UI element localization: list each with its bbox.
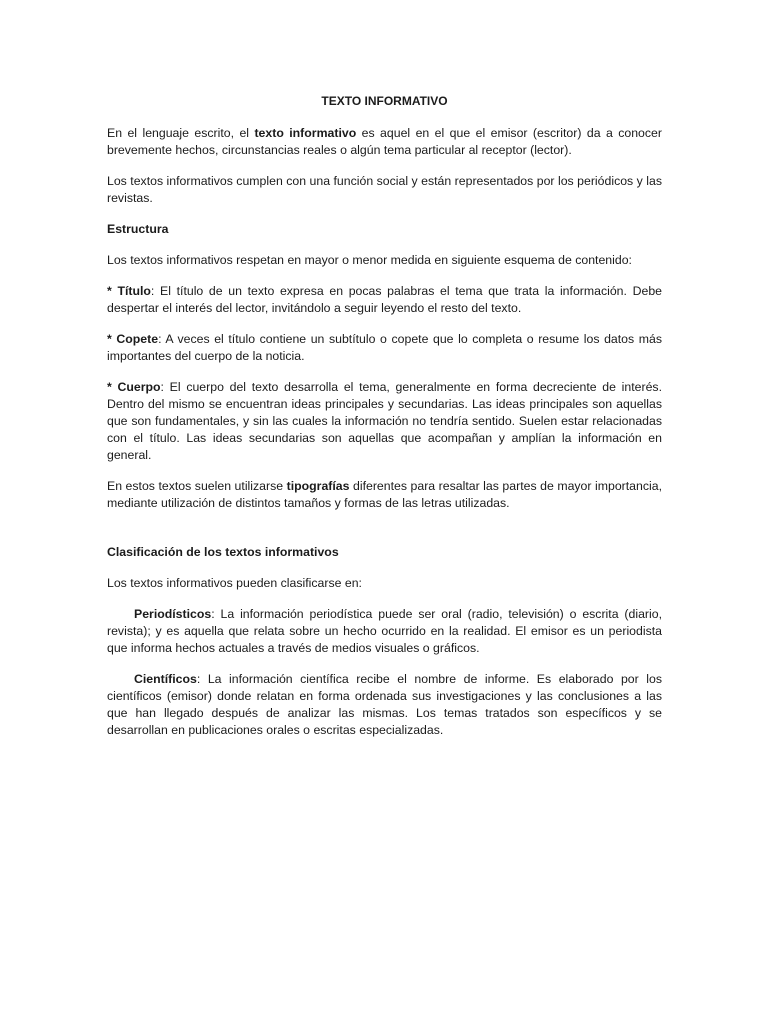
intro-paragraph	[107, 125, 662, 159]
tipografias-text-before: En estos textos suelen utilizarse	[107, 479, 287, 493]
cuerpo-label: * Cuerpo	[107, 380, 161, 394]
cientificos-label: Científicos	[134, 672, 197, 686]
document-title: TEXTO INFORMATIVO	[321, 94, 448, 108]
function-paragraph: Los textos informativos cumplen con una función social y están representados por los periódicos y las revistas.	[107, 174, 662, 205]
copete-label: * Copete	[107, 332, 159, 346]
periodisticos-paragraph	[107, 606, 662, 657]
section-spacer	[107, 526, 662, 544]
intro-text-before: En el lenguaje escrito, el	[107, 126, 255, 140]
copete-text: : A veces el título contiene un subtítulo o copete que lo completa o resume los datos más importantes del cuerpo de la noticia.	[107, 332, 662, 363]
cientificos-paragraph	[107, 671, 662, 739]
copete-paragraph	[107, 331, 662, 365]
titulo-label: * Título	[107, 284, 151, 298]
periodisticos-label: Periodísticos	[134, 607, 212, 621]
document-page	[107, 93, 662, 753]
tipografias-paragraph	[107, 478, 662, 512]
cuerpo-paragraph	[107, 379, 662, 464]
titulo-text: : El título de un texto expresa en pocas palabras el tema que trata la información. Debe despertar el interés del lector, invitándolo a seguir leyendo el resto del texto.	[107, 284, 662, 315]
intro-bold-term: texto informativo	[254, 126, 357, 140]
classification-intro: Los textos informativos pueden clasificarse en:	[107, 576, 362, 590]
intro-text-after: es aquel en el que el emisor (escritor) da a conocer brevemente hechos, circunstancias reales o algún tema particular al receptor (lector).	[107, 126, 662, 157]
periodisticos-text: : La información periodística puede ser oral (radio, televisión) o escrita (diario, revista); y es aquella que relata sobre un hecho ocurrido en la realidad. El emisor es un periodista que informa hechos actuales a través de medios visuales o gráficos.	[107, 607, 662, 655]
cientificos-text: : La información científica recibe el nombre de informe. Es elaborado por los científicos (emisor) donde relatan en forma ordenada sus investigaciones y las conclusiones a las que han llegado después de analizar las mismas. Los temas tratados son específicos y se desarrollan en publicaciones orales o escritas especializadas.	[107, 672, 662, 737]
heading-clasificacion: Clasificación de los textos informativos	[107, 545, 339, 559]
heading-estructura: Estructura	[107, 222, 169, 236]
cuerpo-text: : El cuerpo del texto desarrolla el tema, generalmente en forma decreciente de interés. Dentro del mismo se encuentran ideas principales y secundarias. Las ideas principales son aquellas que son fundamentales, y sin las cuales la información no tendría sentido. Suelen estar relacionadas con el título. Las ideas secundarias son aquellas que acompañan y amplían la información en general.	[107, 380, 662, 462]
tipografias-bold-term: tipografías	[286, 479, 350, 493]
titulo-paragraph	[107, 283, 662, 317]
schema-paragraph: Los textos informativos respetan en mayor o menor medida en siguiente esquema de contenido:	[107, 253, 632, 267]
tipografias-text-after: diferentes para resaltar las partes de mayor importancia, mediante utilización de distintos tamaños y formas de las letras utilizadas.	[107, 479, 662, 510]
